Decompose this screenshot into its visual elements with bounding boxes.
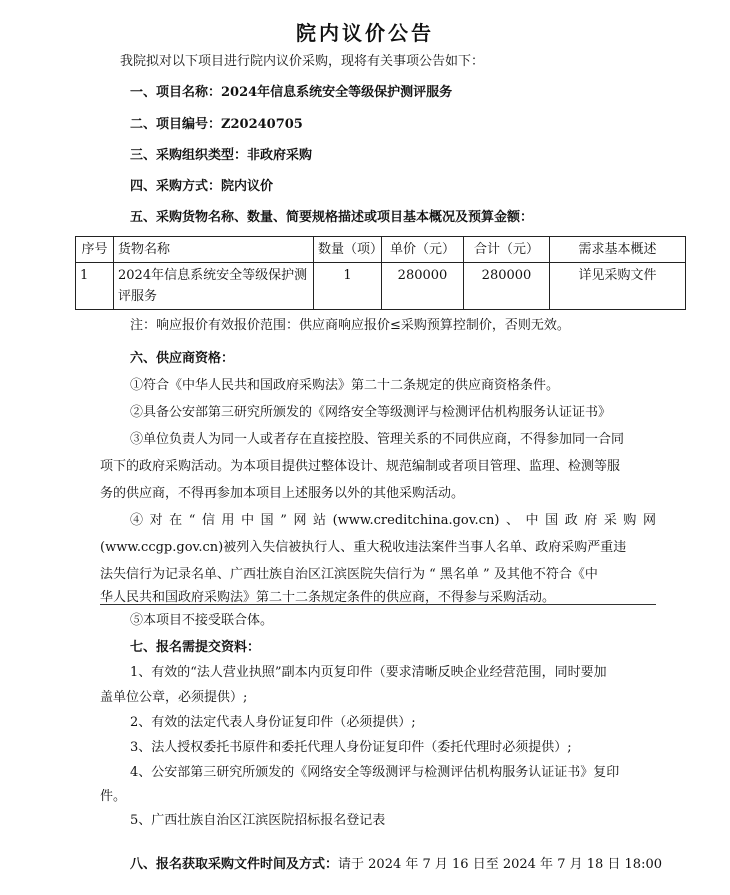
section-goods-heading: 五、采购货物名称、数量、简要规格描述或项目基本概况及预算金额： [130,210,534,225]
intro-text: 我院拟对以下项目进行院内议价采购，现将有关事项公告如下： [120,54,485,69]
qualification-4-line-4: 华人民共和国政府采购法》第二十二条规定条件的供应商，不得参与采购活动。 [100,590,556,605]
registration-time-value: 请于 2024 年 7 月 16 日至 2024 年 7 月 18 日 18:00 [338,857,662,872]
table-header: 单价（元） [382,237,464,263]
qualification-3-line-3: 务的供应商，不得再参加本项目上述服务以外的其他采购活动。 [100,486,465,501]
registration-time-label: 八、报名获取采购文件时间及方式： [130,857,339,872]
row-quantity: 1 [314,263,382,310]
material-1-line-2: 盖单位公章，必须提供）; [100,690,248,705]
material-2: 2、有效的法定代表人身份证复印件（必须提供）; [130,715,416,730]
material-3: 3、法人授权委托书原件和委托代理人身份证复印件（委托代理时必须提供）; [130,740,572,755]
section-procurement-method: 四、采购方式：院内议价 [130,179,274,194]
table-header: 序号 [76,237,114,263]
table-header: 需求基本概述 [550,237,686,263]
qualification-2: ②具备公安部第三研究所颁发的《网络安全等级测评与检测评估机构服务认证证书》 [130,405,612,420]
row-goods-name: 2024年信息系统安全等级保护测评服务 [114,263,314,310]
material-4-line-2: 件。 [100,789,127,804]
material-1-line-1: 1、有效的“法人营业执照”副本内页复印件（要求清晰反映企业经营范围，同时要加 [130,665,607,680]
row-number: 1 [76,263,114,310]
qualification-3-line-1: ③单位负责人为同一人或者存在直接控股、管理关系的不同供应商，不得参加同一合同 [130,432,625,447]
table-header: 合计（元） [464,237,550,263]
section-procurement-type: 三、采购组织类型：非政府采购 [130,148,313,163]
row-unit-price: 280000 [382,263,464,310]
section-project-number: 二、项目编号：Z20240705 [130,117,303,132]
section-qualifications: 六、供应商资格： [130,351,235,366]
row-total: 280000 [464,263,550,310]
table-row [76,263,686,310]
qualification-4-line-2: (www.ccgp.gov.cn)被列入失信被执行人、重大税收违法案件当事人名单、政府采购严重违 [100,540,627,555]
page-title: 院内议价公告 [296,21,434,45]
table-header-row [76,237,686,263]
qualification-3-line-2: 项下的政府采购活动。为本项目提供过整体设计、规范编制或者项目管理、监理、检测等服 [100,459,621,474]
table-header: 货物名称 [114,237,314,263]
qualification-4-line-3: 法失信行为记录名单、广西壮族自治区江滨医院失信行为 “ 黑名单 ” 及其他不符合《中 [100,567,598,582]
table-header: 数量（项） [314,237,382,263]
price-note: 注：响应报价有效报价范围：供应商响应报价≤采购预算控制价，否则无效。 [130,318,570,333]
section-registration-time [130,856,662,874]
section-project-name: 一、项目名称：2024年信息系统安全等级保护测评服务 [130,85,453,100]
material-4-line-1: 4、公安部第三研究所颁发的《网络安全等级测评与检测评估机构服务认证证书》复印 [130,765,620,780]
section-required-materials: 七、报名需提交资料： [130,640,261,655]
qualification-5: ⑤本项目不接受联合体。 [130,613,274,628]
qualification-1: ①符合《中华人民共和国政府采购法》第二十二条规定的供应商资格条件。 [130,378,560,393]
material-5: 5、广西壮族自治区江滨医院招标报名登记表 [130,813,386,828]
qualification-4-line-1: ④对在“信用中国”网站(www.creditchina.gov.cn)、中国政府采购网 [130,513,656,528]
goods-table [75,236,686,310]
underline-divider [100,604,656,605]
row-description: 详见采购文件 [550,263,686,310]
